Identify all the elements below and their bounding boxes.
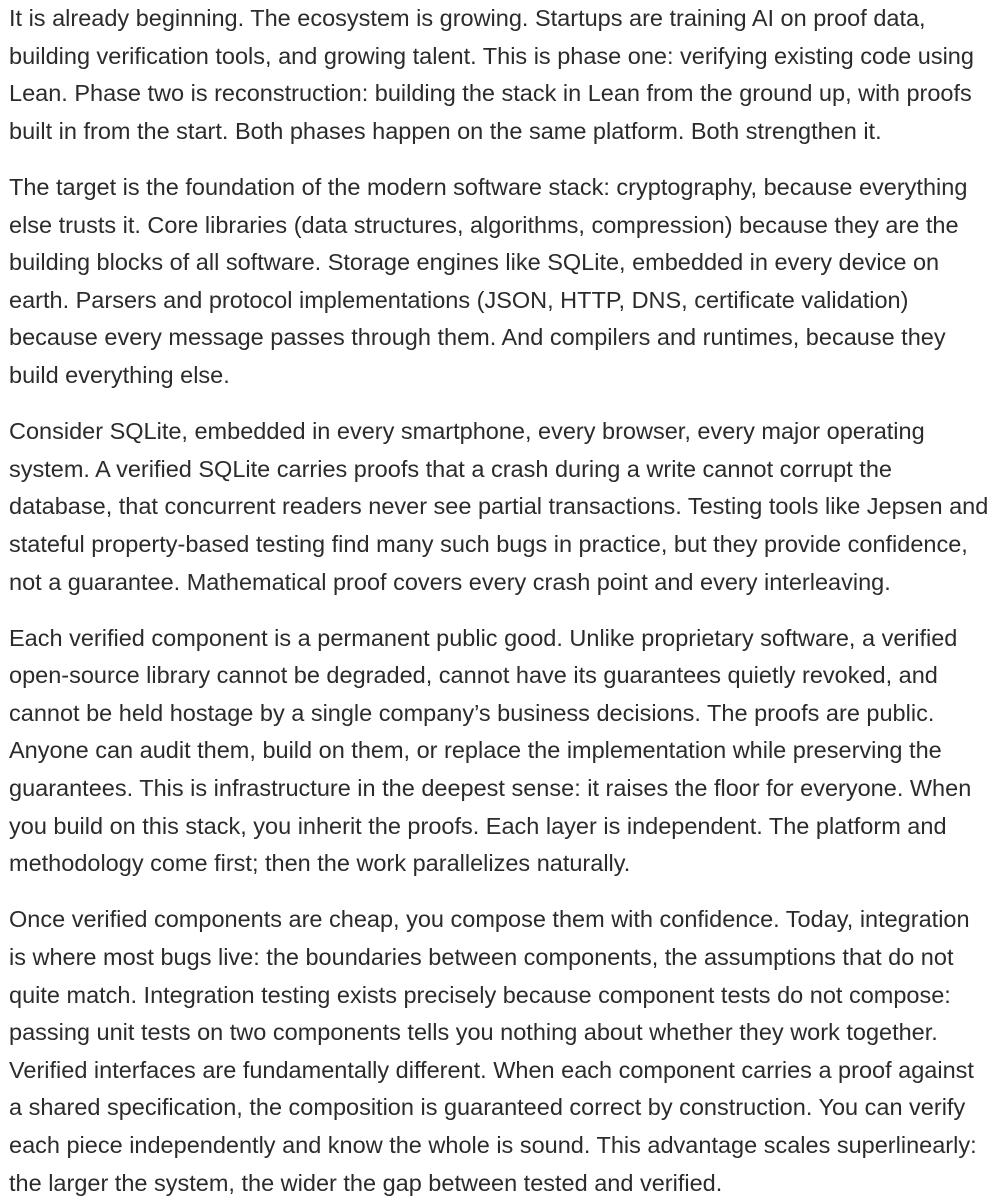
text-line: because every message passes through them. And compilers and runtimes, because they <box>9 324 946 351</box>
text-line: you build on this stack, you inherit the proofs. Each layer is independent. The platform and <box>9 812 947 839</box>
text-line: Consider SQLite, embedded in every smartphone, every browser, every major operating <box>9 418 925 445</box>
text-line: build everything else. <box>9 361 230 388</box>
text-line: methodology come first; then the work parallelizes naturally. <box>9 850 631 877</box>
paragraph-target <box>9 169 1000 395</box>
text-line: quite match. Integration testing exists precisely because component tests do not compose: <box>9 981 951 1008</box>
text-line: cannot be held hostage by a single company’s business decisions. The proofs are public. <box>9 699 935 726</box>
paragraph-public-good <box>9 620 1000 883</box>
text-line: Once verified components are cheap, you compose them with confidence. Today, integration <box>9 906 970 933</box>
text-line: is where most bugs live: the boundaries between components, the assumptions that do not <box>9 944 954 971</box>
text-line: not a guarantee. Mathematical proof covers every crash point and every interleaving. <box>9 568 891 595</box>
text-line: each piece independently and know the whole is sound. This advantage scales superlinearly: <box>9 1132 977 1158</box>
text-line: passing unit tests on two components tells you nothing about whether they work together. <box>9 1019 938 1046</box>
text-line: earth. Parsers and protocol implementations (JSON, HTTP, DNS, certificate validation) <box>9 286 909 313</box>
article-body <box>9 0 1000 1202</box>
text-line: building blocks of all software. Storage engines like SQLite, embedded in every device on <box>9 249 940 276</box>
text-line: guarantees. This is infrastructure in the deepest sense: it raises the floor for everyone. When <box>9 775 972 802</box>
paragraph-composition <box>9 901 1000 1202</box>
text-line: open-source library cannot be degraded, cannot have its guarantees quietly revoked, and <box>9 662 938 689</box>
text-line: stateful property-based testing find many such bugs in practice, but they provide confidence, <box>9 530 968 557</box>
text-line: It is already beginning. The ecosystem is growing. Startups are training AI on proof data, <box>9 5 926 31</box>
text-line: a shared specification, the composition is guaranteed correct by construction. You can verify <box>9 1094 966 1121</box>
text-line: Anyone can audit them, build on them, or replace the implementation while preserving the <box>9 737 942 764</box>
paragraph-sqlite <box>9 413 1000 601</box>
text-line: built in from the start. Both phases happen on the same platform. Both strengthen it. <box>9 117 882 144</box>
text-line: else trusts it. Core libraries (data structures, algorithms, compression) because they are the <box>9 211 959 238</box>
text-line: Each verified component is a permanent public good. Unlike proprietary software, a verified <box>9 624 958 651</box>
text-line: the larger the system, the wider the gap between tested and verified. <box>9 1169 723 1196</box>
text-line: system. A verified SQLite carries proofs that a crash during a write cannot corrupt the <box>9 455 892 482</box>
text-line: Verified interfaces are fundamentally different. When each component carries a proof against <box>9 1056 974 1083</box>
text-line: database, that concurrent readers never see partial transactions. Testing tools like Jepsen and <box>9 493 989 520</box>
text-line: The target is the foundation of the modern software stack: cryptography, because everything <box>9 173 968 200</box>
paragraph-ecosystem <box>9 0 1000 150</box>
text-line: Lean. Phase two is reconstruction: building the stack in Lean from the ground up, with proofs <box>9 80 972 107</box>
text-line: building verification tools, and growing talent. This is phase one: verifying existing code using <box>9 42 974 69</box>
